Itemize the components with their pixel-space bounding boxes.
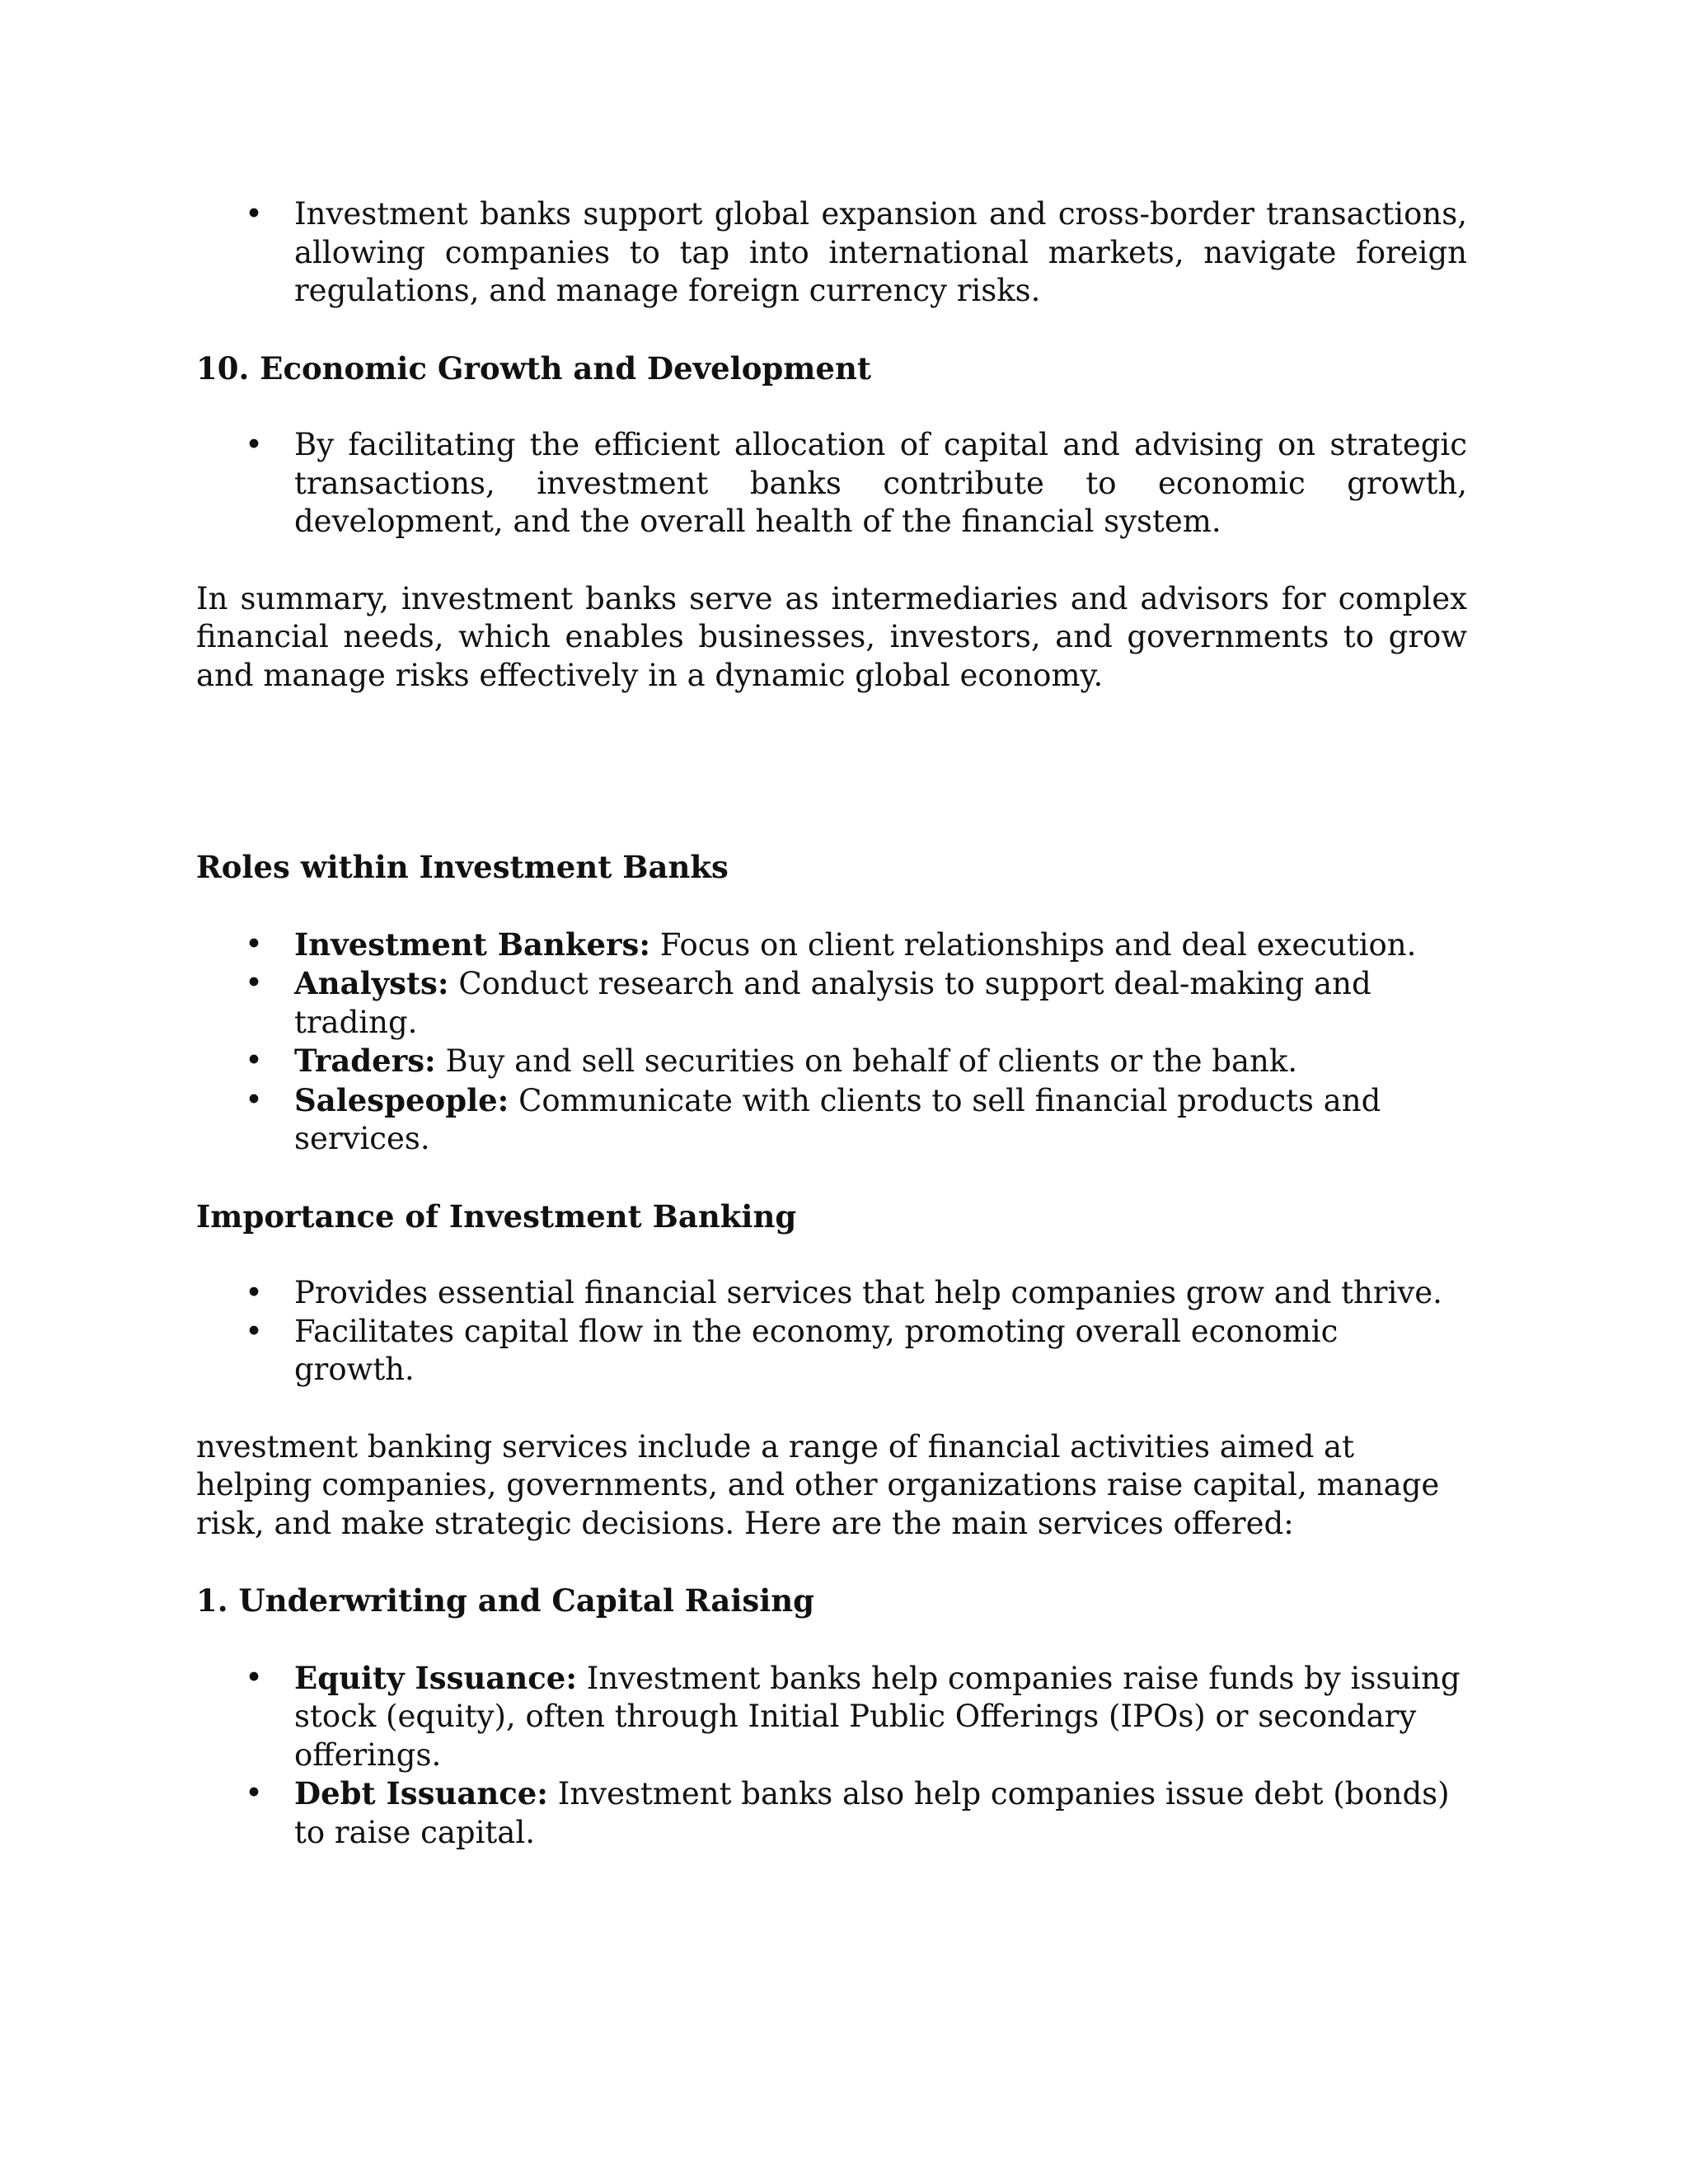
bullet-icon: • xyxy=(245,1775,263,1811)
list-item-text: Investment banks support global expansion and cross-border transactions, allowing companies to tap into international markets, navigate foreign regulations, and manage foreign currency risks. xyxy=(294,196,1467,308)
global-expansion-list xyxy=(196,195,1467,311)
bullet-icon: • xyxy=(245,196,263,232)
role-term: Traders: xyxy=(294,1043,436,1079)
list-item xyxy=(196,1081,1467,1159)
bullet-icon: • xyxy=(245,1275,263,1310)
list-item-text: Facilitates capital flow in the economy, promoting overall economic growth. xyxy=(294,1313,1339,1387)
section-heading-underwriting: 1. Underwriting and Capital Raising xyxy=(196,1582,815,1619)
bullet-icon: • xyxy=(245,427,263,462)
section-heading-roles: Roles within Investment Banks xyxy=(196,849,729,885)
service-term: Debt Issuance: xyxy=(294,1775,548,1811)
role-term: Salespeople: xyxy=(294,1081,509,1118)
list-item xyxy=(196,1042,1467,1081)
list-item xyxy=(196,1274,1467,1313)
document-page xyxy=(196,195,1467,1852)
bullet-icon: • xyxy=(245,1043,263,1078)
services-intro-paragraph: nvestment banking services include a range of financial activities aimed at helping companies, governments, and other organizations raise capital, manage risk, and make strategic decisions. Here are the main services offered: xyxy=(196,1428,1440,1541)
bullet-icon: • xyxy=(245,1081,263,1118)
list-item-text: Provides essential financial services that help companies grow and thrive. xyxy=(294,1275,1442,1310)
service-description: Investment banks help companies raise funds by issuing stock (equity), often through Initial Public Offerings (IPOs) or secondary offerings. xyxy=(294,1660,1461,1773)
list-item xyxy=(196,964,1467,1042)
underwriting-list xyxy=(196,1659,1467,1853)
bullet-icon: • xyxy=(245,965,263,1001)
list-item xyxy=(196,1774,1467,1852)
section-heading-economic-growth: 10. Economic Growth and Development xyxy=(196,349,871,387)
service-description: Investment banks also help companies issue debt (bonds) to raise capital. xyxy=(294,1776,1450,1850)
economic-growth-list xyxy=(196,426,1467,541)
bullet-icon: • xyxy=(245,926,263,962)
list-item xyxy=(196,1659,1467,1775)
role-description: Conduct research and analysis to support deal-making and trading. xyxy=(294,966,1372,1040)
list-item xyxy=(196,1313,1467,1390)
section-heading-importance: Importance of Investment Banking xyxy=(196,1197,797,1235)
list-item xyxy=(196,926,1467,965)
importance-list xyxy=(196,1274,1467,1390)
service-term: Equity Issuance: xyxy=(294,1659,577,1696)
summary-paragraph: In summary, investment banks serve as intermediaries and advisors for complex financial needs, which enables businesses, investors, and governments to grow and manage risks effectively in a dynamic global economy. xyxy=(196,580,1467,693)
role-description: Focus on client relationships and deal execution. xyxy=(650,926,1417,963)
list-item-text: By facilitating the efficient allocation of capital and advising on strategic transactions, investment banks contribute to economic growth, development, and the overall health of the financial system. xyxy=(294,427,1467,539)
role-description: Buy and sell securities on behalf of clients or the bank. xyxy=(435,1043,1298,1079)
list-item xyxy=(196,426,1467,541)
bullet-icon: • xyxy=(245,1313,263,1349)
roles-list xyxy=(196,926,1467,1159)
bullet-icon: • xyxy=(245,1659,263,1695)
role-description: Communicate with clients to sell financial products and services. xyxy=(294,1082,1381,1156)
role-term: Analysts: xyxy=(294,965,449,1001)
list-item xyxy=(196,195,1467,311)
role-term: Investment Bankers: xyxy=(294,926,651,963)
